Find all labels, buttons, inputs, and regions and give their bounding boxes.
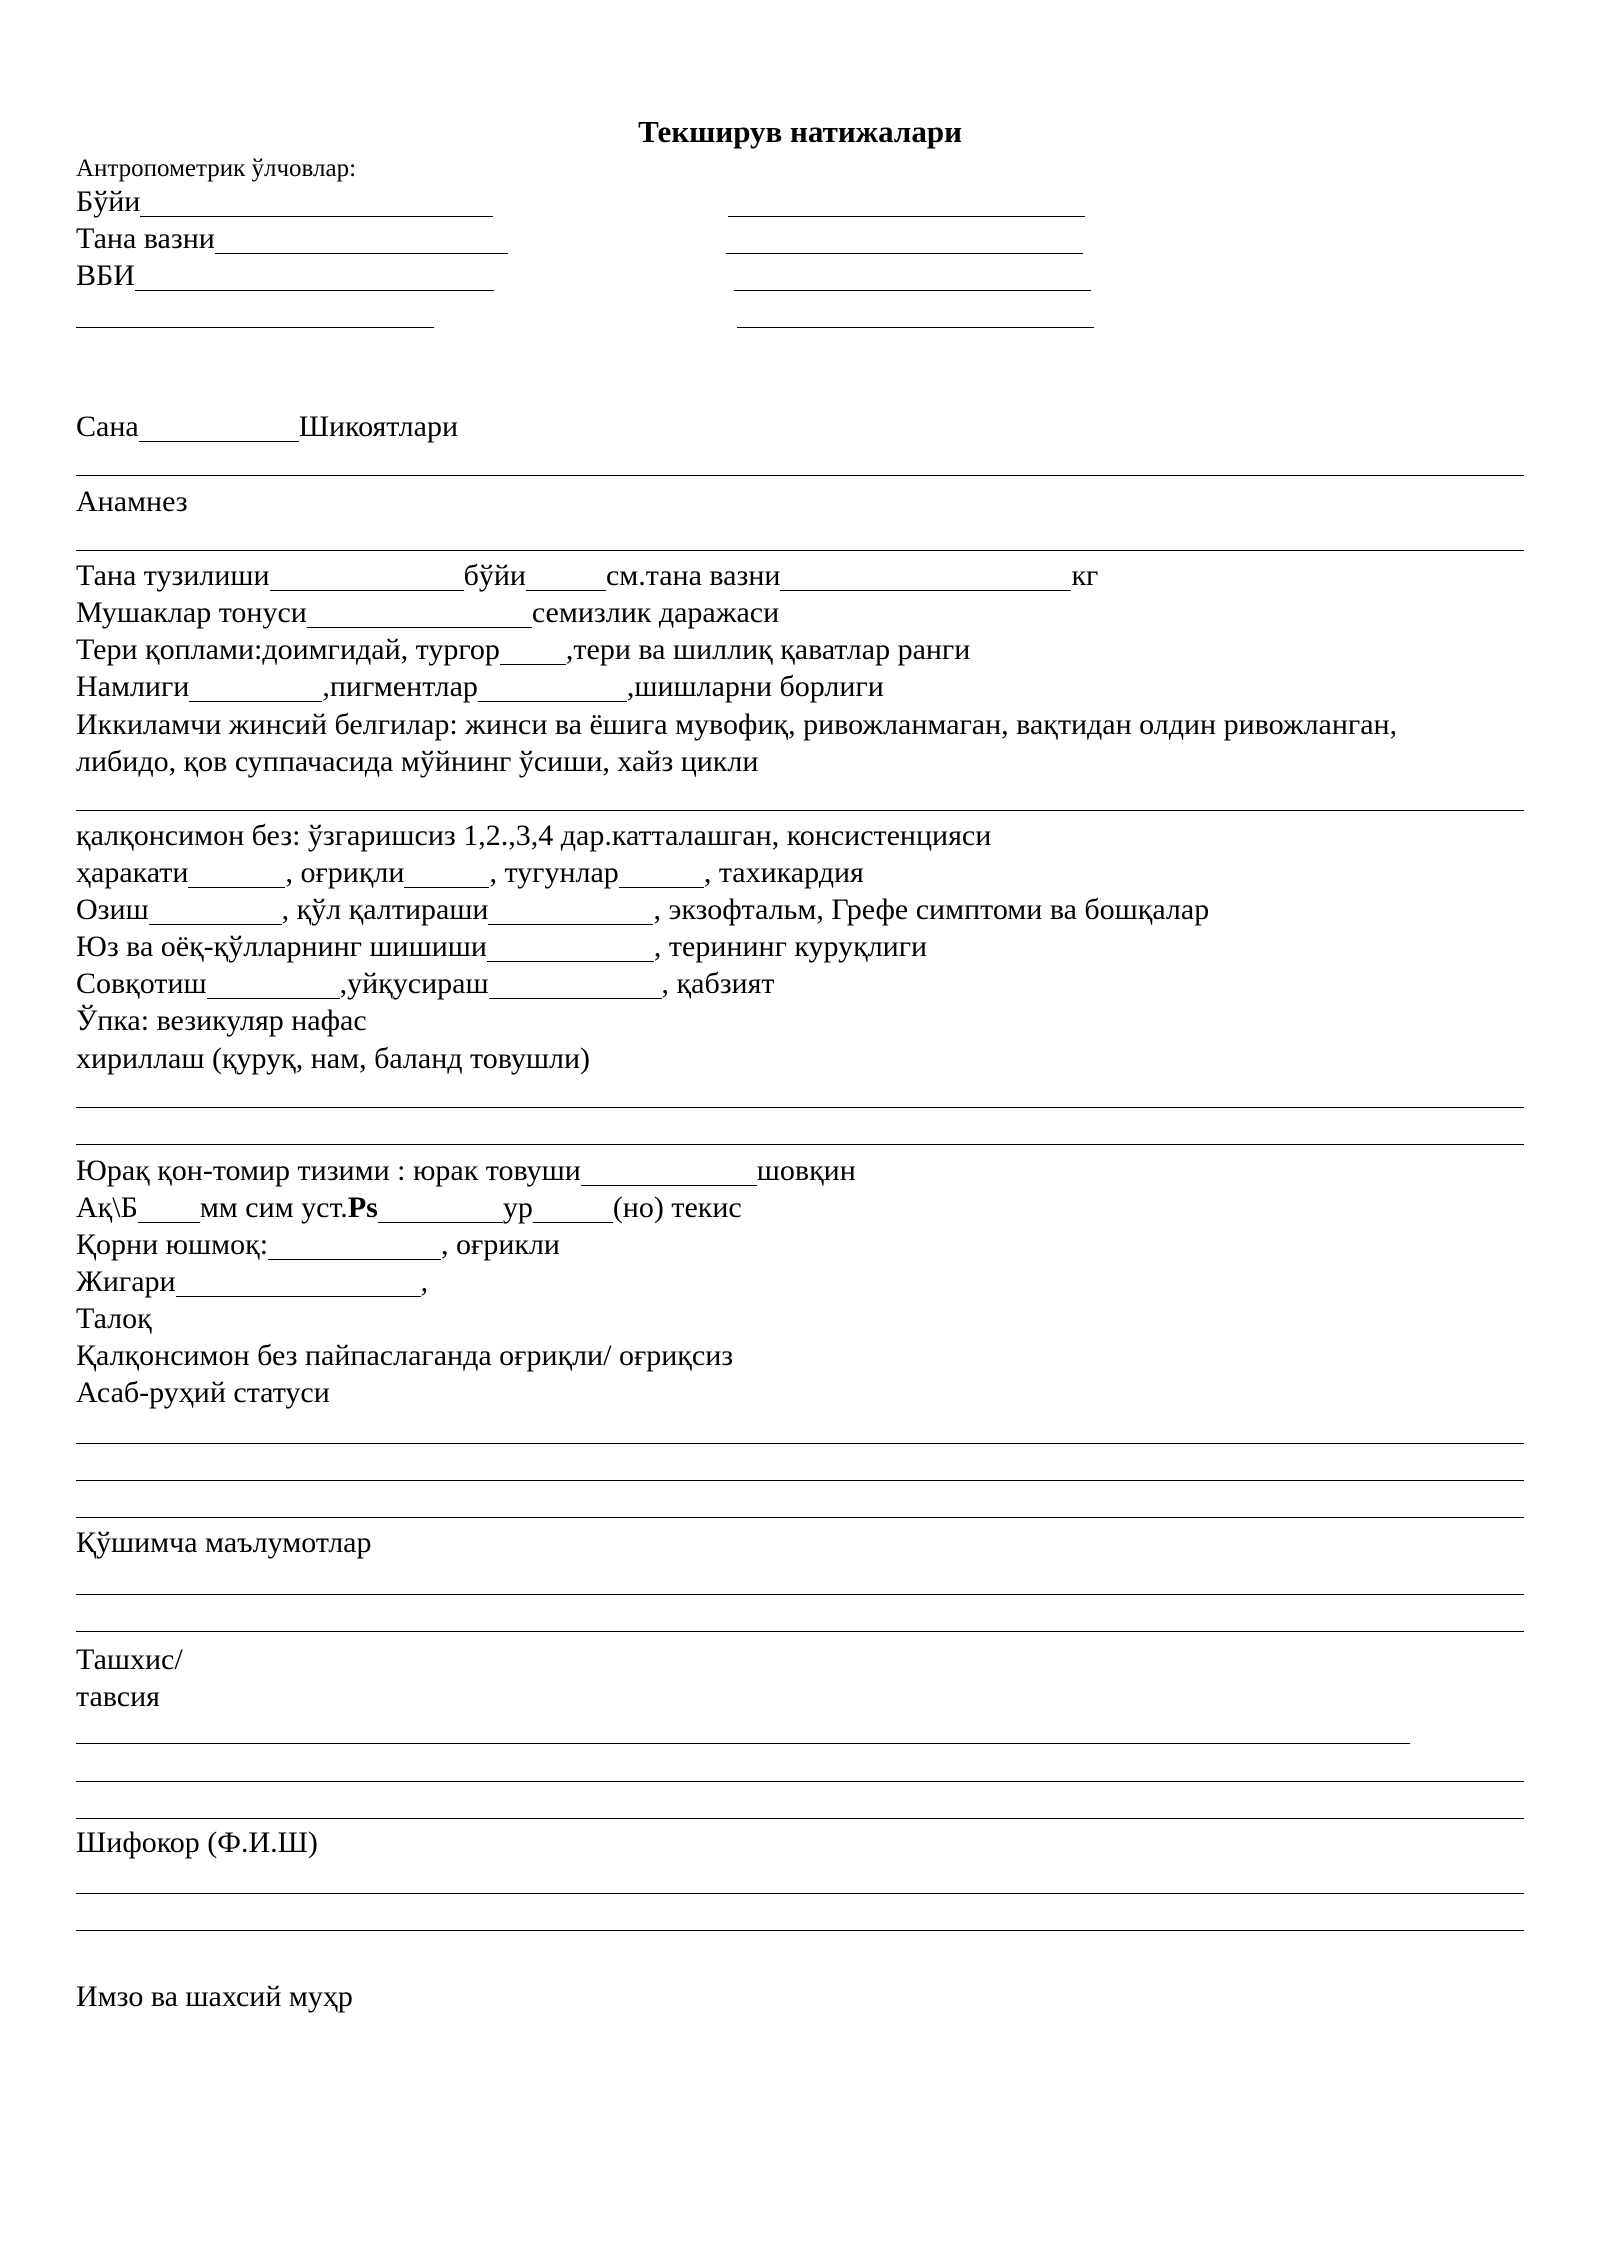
date-complaints-row [76, 408, 1526, 445]
body-height-field[interactable] [526, 563, 606, 591]
mobility-label: ҳаракати [76, 856, 189, 889]
liver-field[interactable] [176, 1269, 421, 1297]
complaints-line[interactable] [76, 475, 1524, 476]
doctor-label: Шифокор (Ф.И.Ш) [76, 1826, 318, 1859]
lungs-label: Ўпка: везикуляр нафас [76, 1004, 367, 1037]
additional-line-2[interactable] [76, 1631, 1524, 1632]
neuro-line-3[interactable] [76, 1517, 1524, 1518]
beats-field[interactable] [533, 1195, 613, 1223]
body-build-label: Тана тузилиши [76, 559, 270, 592]
pigment-field[interactable] [478, 674, 627, 702]
anthro-blank-field[interactable] [76, 300, 434, 328]
noise-label: шовқин [756, 1154, 856, 1187]
lungs-line-2[interactable] [76, 1144, 1524, 1145]
diagnosis-label: Ташхис/ [76, 1643, 183, 1676]
tremor-field[interactable] [488, 897, 653, 925]
pulse-label: Ps [347, 1191, 378, 1224]
additional-line-1[interactable] [76, 1594, 1524, 1595]
sleepiness-label: ,уйқусираш [339, 967, 489, 1000]
anthro-extra-field-2[interactable] [726, 226, 1083, 254]
muscle-row [76, 594, 1528, 631]
anamnesis-label: Анамнез [76, 485, 188, 518]
recommendation-row [76, 1678, 1530, 1715]
secondary-sex-line2: либидо, қов суппачасида мўйнинг ўсиши, хайз цикли [76, 745, 759, 778]
skin-color-label: ,тери ва шиллиқ қаватлар ранги [565, 633, 971, 666]
nodes-field[interactable] [619, 860, 704, 888]
anthro-blank-row [76, 294, 1101, 331]
bmi-label: ВБИ [76, 259, 135, 292]
neuro-line-2[interactable] [76, 1480, 1524, 1481]
thyroid-palpation-row [76, 1337, 1526, 1374]
exophthalmos-label: , экзофтальм, Грефе симптоми ва бошқалар [653, 893, 1210, 926]
liver-label: Жигари [76, 1265, 176, 1298]
muscle-tone-field[interactable] [307, 600, 532, 628]
lungs-line-1[interactable] [76, 1107, 1524, 1108]
abdomen-pain-label: , оғрикли [441, 1228, 560, 1261]
secondary-sex-line[interactable] [76, 810, 1524, 811]
tachycardia-label: , тахикардия [703, 856, 864, 889]
diagnosis-line-3[interactable] [76, 1818, 1524, 1819]
body-weight-field[interactable] [780, 563, 1071, 591]
sleepiness-field[interactable] [489, 971, 662, 999]
heart-sound-field[interactable] [581, 1158, 757, 1186]
thyroid-label: қалқонсимон без: ўзгаришсиз 1,2.,3,4 дар.катталашган, консистенцияси [76, 819, 992, 852]
signature-row [76, 1978, 1466, 2015]
diagnosis-line-2[interactable] [76, 1781, 1524, 1782]
face-swelling-label: Юз ва оёқ-қўлларнинг шишиши [76, 930, 487, 963]
skin-label: Тери қоплами:доимгидай, тургор [76, 633, 500, 666]
pigment-label: ,пигментлар [322, 670, 478, 703]
body-kg-label: кг [1071, 559, 1099, 592]
skin-dryness-label: , терининг куруқлиги [653, 930, 928, 963]
muscle-tone-label: Мушаклар тонуси [76, 596, 307, 629]
spleen-row [76, 1300, 1524, 1337]
anthro-extra-field-4[interactable] [737, 300, 1094, 328]
complaints-label: Шикоятлари [298, 410, 459, 443]
anamnesis-row [76, 483, 1528, 520]
weight-row [76, 220, 1101, 257]
obesity-label: семизлик даражаси [531, 596, 780, 629]
weight-loss-row [76, 891, 1520, 928]
anthro-extra-field-1[interactable] [728, 189, 1085, 217]
bp-label: Ақ\Б [76, 1191, 138, 1224]
diagnosis-line-1[interactable] [76, 1743, 1410, 1744]
face-swelling-row [76, 928, 1510, 965]
spleen-label: Талоқ [76, 1302, 152, 1335]
body-build-field[interactable] [270, 563, 464, 591]
form-title: Текширув натижалари [638, 114, 962, 149]
lungs-row [76, 1002, 1528, 1039]
abdomen-field[interactable] [268, 1232, 441, 1260]
weight-label: Тана вазни [76, 222, 215, 255]
height-row [76, 183, 1101, 220]
rhythm-label: (но) текис [612, 1191, 742, 1224]
bp-mm-label: мм сим уст. [199, 1191, 348, 1224]
doctor-line-1[interactable] [76, 1893, 1524, 1894]
date-label: Сана [76, 410, 139, 443]
anthro-extra-field-3[interactable] [734, 263, 1091, 291]
blood-pressure-row [76, 1189, 1528, 1226]
body-height-label: бўйи [463, 559, 526, 592]
nodes-label: , тугунлар [489, 856, 619, 889]
cardio-label: Юрақ қон-томир тизими : юрак товуши [76, 1154, 581, 1187]
neuro-row [76, 1374, 1514, 1411]
face-swelling-field[interactable] [487, 934, 654, 962]
mobility-row [76, 854, 1528, 891]
neuro-line-1[interactable] [76, 1443, 1524, 1444]
anamnesis-line[interactable] [76, 550, 1524, 551]
thyroid-row [76, 817, 1526, 854]
body-build-row [76, 557, 1526, 594]
weight-loss-field[interactable] [149, 897, 282, 925]
additional-row [76, 1524, 1510, 1561]
additional-label: Қўшимча маълумотлар [76, 1526, 372, 1559]
doctor-row [76, 1824, 1518, 1861]
mobility-pain-field[interactable] [404, 860, 489, 888]
signature-label: Имзо ва шахсий муҳр [76, 1980, 353, 2013]
bmi-field[interactable] [135, 263, 494, 291]
cold-row [76, 965, 1510, 1002]
date-field[interactable] [139, 414, 299, 442]
skin-row [76, 631, 1514, 668]
liver-comma: , [420, 1265, 429, 1298]
doctor-line-2[interactable] [76, 1930, 1524, 1931]
tremor-label: , қўл қалтираши [281, 893, 489, 926]
abdomen-row [76, 1226, 1518, 1263]
thyroid-palpation-label: Қалқонсимон без пайпаслаганда оғриқли/ оғриқсиз [76, 1339, 734, 1372]
cold-field[interactable] [207, 971, 340, 999]
recommendation-label: тавсия [76, 1680, 160, 1713]
height-field[interactable] [140, 189, 493, 217]
cold-label: Совқотиш [76, 967, 207, 1000]
secondary-sex-row2 [76, 743, 1530, 780]
turgor-field[interactable] [500, 637, 566, 665]
weight-loss-label: Озиш [76, 893, 149, 926]
constipation-label: , қабзият [661, 967, 775, 1000]
moisture-row [76, 668, 1522, 705]
abdomen-label: Қорни юшмоқ: [76, 1228, 269, 1261]
wheeze-label: хириллаш (қуруқ, нам, баланд товушли) [76, 1042, 590, 1075]
bmi-row [76, 257, 1101, 294]
moisture-label: Намлиги [76, 670, 190, 703]
moisture-field[interactable] [189, 674, 322, 702]
body-cm-weight-label: см.тана вазни [605, 559, 781, 592]
mobility-pain-label: , оғриқли [285, 856, 405, 889]
pulse-field[interactable] [378, 1195, 503, 1223]
cardio-row [76, 1152, 1528, 1189]
neuro-label: Асаб-руҳий статуси [76, 1376, 330, 1409]
liver-row [76, 1263, 1526, 1300]
height-label: Бўйи [76, 185, 141, 218]
weight-field[interactable] [215, 226, 508, 254]
bp-field[interactable] [138, 1195, 200, 1223]
secondary-sex-line1: Иккиламчи жинсий белгилар: жинси ва ёшига мувофиқ, ривожланмаган, вақтидан олдин ривожланган, [76, 708, 1398, 741]
wheeze-row [76, 1040, 1512, 1077]
beats-label: ур [502, 1191, 533, 1224]
mobility-field[interactable] [188, 860, 285, 888]
anthro-header: Антропометрик ўлчовлар: [76, 155, 357, 182]
swelling-label: ,шишларни борлиги [626, 670, 884, 703]
